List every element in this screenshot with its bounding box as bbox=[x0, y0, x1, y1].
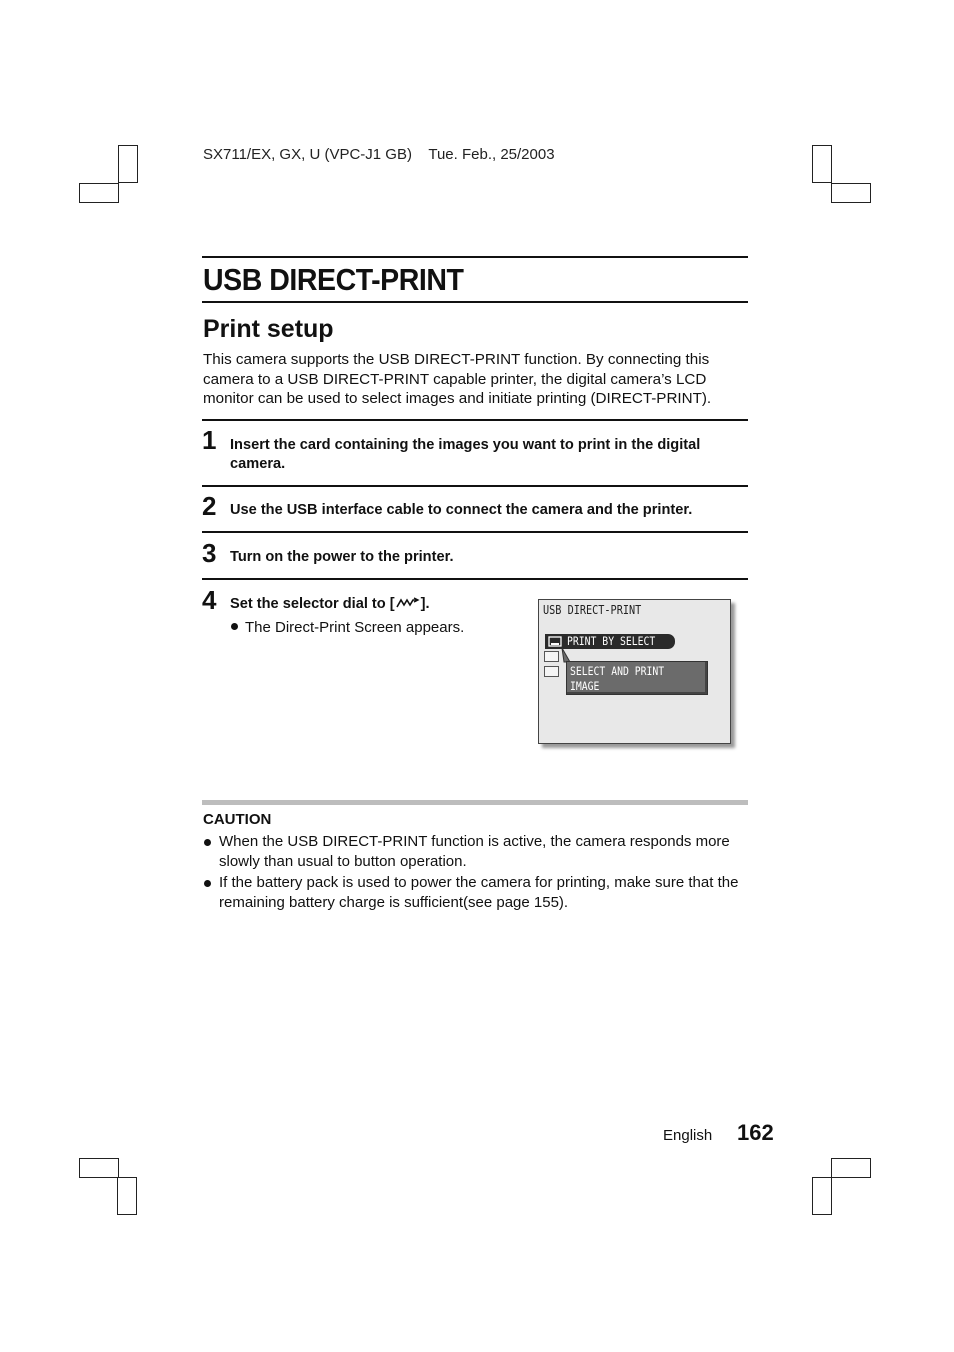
lcd-title: USB DIRECT-PRINT bbox=[543, 603, 642, 617]
print-all-icon bbox=[544, 651, 559, 662]
crop-mark-bottom-left-horizontal bbox=[79, 1158, 119, 1178]
title-rule-bottom bbox=[202, 301, 748, 303]
caution-title: CAUTION bbox=[203, 811, 272, 828]
crop-mark-bottom-right-horizontal bbox=[831, 1158, 871, 1178]
crop-mark-top-left-vertical bbox=[118, 145, 138, 183]
caution-item-text: When the USB DIRECT-PRINT function is active, the camera responds more slowly than usual to button operation. bbox=[219, 833, 730, 870]
intro-paragraph: This camera supports the USB DIRECT-PRINT function. By connecting this camera to a USB DIRECT-PRINT capable printer, the digital camera’s LCD monitor can be used to select images and initiate printing (DIRECT-PRINT). bbox=[203, 351, 712, 407]
step-number: 2 bbox=[202, 491, 217, 521]
step-text bbox=[230, 595, 510, 615]
step-number: 3 bbox=[202, 538, 217, 568]
crop-mark-top-left-horizontal bbox=[79, 183, 119, 203]
crop-mark-bottom-left-vertical bbox=[117, 1177, 137, 1215]
step-divider bbox=[202, 419, 748, 421]
lcd-screen-illustration bbox=[538, 599, 731, 744]
caution-item bbox=[219, 873, 744, 912]
section-subtitle: Print setup bbox=[203, 315, 334, 343]
step-text: Insert the card containing the images you want to print in the digital camera. bbox=[230, 437, 701, 472]
caution-divider bbox=[202, 800, 748, 805]
step-divider bbox=[202, 578, 748, 580]
document-header-meta: SX711/EX, GX, U (VPC-J1 GB) Tue. Feb., 25/2003 bbox=[203, 146, 555, 163]
caution-item bbox=[219, 832, 744, 871]
lcd-selected-menu-item bbox=[545, 634, 675, 649]
step-text-before: Set the selector dial to [ bbox=[230, 596, 395, 612]
step-number: 1 bbox=[202, 425, 217, 455]
crop-mark-top-right-horizontal bbox=[831, 183, 871, 203]
bullet-icon bbox=[231, 623, 238, 630]
page-title: USB DIRECT-PRINT bbox=[203, 262, 464, 297]
step-text: Turn on the power to the printer. bbox=[230, 549, 454, 565]
step-text: Use the USB interface cable to connect the camera and the printer. bbox=[230, 502, 693, 518]
print-dial-icon bbox=[395, 596, 421, 615]
crop-mark-top-right-vertical bbox=[812, 145, 832, 183]
title-rule-top bbox=[202, 256, 748, 258]
bullet-icon bbox=[204, 880, 211, 887]
page-number: 162 bbox=[737, 1120, 774, 1145]
caution-item-text: If the battery pack is used to power the camera for printing, make sure that the remaining battery charge is sufficient(see page 155). bbox=[219, 874, 739, 911]
step-text-after: ]. bbox=[420, 596, 430, 612]
step-result-text: The Direct-Print Screen appears. bbox=[245, 619, 465, 636]
lcd-tooltip-line1: SELECT AND PRINT bbox=[570, 664, 665, 678]
step-number: 4 bbox=[202, 585, 217, 615]
step-result bbox=[231, 619, 464, 636]
step-divider bbox=[202, 531, 748, 533]
lcd-menu-label: PRINT BY SELECT bbox=[567, 634, 656, 648]
lcd-tooltip bbox=[566, 661, 708, 695]
step-divider bbox=[202, 485, 748, 487]
footer-language: English bbox=[663, 1127, 713, 1144]
print-index-icon bbox=[544, 666, 559, 677]
bullet-icon bbox=[204, 839, 211, 846]
lcd-tooltip-line2: IMAGE bbox=[570, 679, 600, 693]
crop-mark-bottom-right-vertical bbox=[812, 1177, 832, 1215]
